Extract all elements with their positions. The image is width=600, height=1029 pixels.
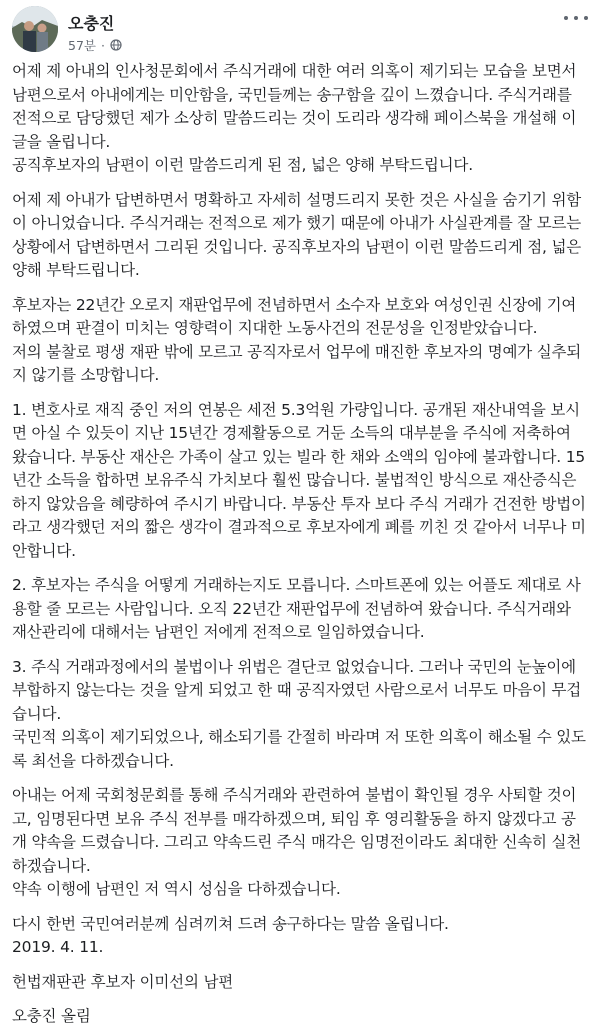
post-date: 2019. 4. 11. bbox=[12, 938, 104, 956]
post-body bbox=[12, 60, 588, 1029]
post-signature: 오충진 올림 bbox=[12, 1007, 91, 1025]
meta-separator: · bbox=[100, 37, 105, 53]
post-time[interactable]: 57분 bbox=[68, 38, 96, 53]
post-paragraph: 다시 한번 국민여러분께 심려끼쳐 드려 송구하다는 말씀 올립니다. bbox=[12, 914, 449, 933]
post-paragraph: 약속 이행에 남편인 저 역시 성심을 다하겠습니다. bbox=[12, 880, 341, 898]
post-paragraph: 헌법재판관 후보자 이미선의 남편 bbox=[12, 972, 234, 991]
post-paragraph: 2. 후보자는 주식을 어떻게 거래하는지도 모릅니다. 스마트폰에 있는 어플도 제대로 사용할 줄 모르는 사람입니다. 오직 22년간 재판업무에 전념하여 왔습니다. 주식거래와 재산관리에 대해서는 남편인 저에게 전적으로 일임하였습니다. bbox=[12, 576, 581, 641]
post-paragraph: 3. 주식 거래과정에서의 불법이나 위법은 결단코 없었습니다. 그러나 국민의 눈높이에 부합하지 않는다는 것을 알게 되었고 한 때 공직자였던 사람으로서 너무도 마음이 무겁습니다. bbox=[12, 657, 582, 723]
post-paragraph: 어제 제 아내의 인사청문회에서 주식거래에 대한 여러 의혹이 제기되는 모습을 보면서 남편으로서 아내에게는 미안함을, 국민들께는 송구함을 깊이 느꼈습니다. 주식거래를 전적으로 담당했던 제가 소상히 말씀드리는 것이 도리라 생각해 페이스북을 개설해 이 글을 올립니다. bbox=[12, 62, 582, 151]
avatar[interactable] bbox=[12, 6, 58, 52]
post-paragraph: 공직후보자의 남편이 이런 말씀드리게 된 점, 넓은 양해 부탁드립니다. bbox=[12, 156, 473, 174]
author-name[interactable]: 오충진 bbox=[68, 14, 115, 33]
profile-photo bbox=[12, 6, 58, 52]
post-paragraph: 어제 제 아내가 답변하면서 명확하고 자세히 설명드리지 못한 것은 사실을 숨기기 위함이 아니었습니다. 주식거래는 전적으로 제가 했기 때문에 아내가 사실관계를 잘 모르는 상황에서 답변하면서 그리된 것입니다. 공직후보자의 남편이 이런 말씀드리게 점, 넓은 양해 부탁드립니다. bbox=[12, 190, 586, 279]
post-paragraph: 1. 변호사로 재직 중인 저의 연봉은 세전 5.3억원 가량입니다. 공개된 재산내역을 보시면 아실 수 있듯이 지난 15년간 경제활동으로 거둔 소득의 대부분을 주식에 저축하여 왔습니다. 부동산 재산은 가족이 살고 있는 빌라 한 채와 소액의 임야에 불과합니다. 15년간 소득을 합하면 보유주식 가치보다 훨씬 많습니다. 불법적인 방식으로 재산증식은 하지 않았음을 혜량하여 주시기 바랍니다. 부동산 투자 보다 주식 거래가 건전한 방법이라고 생각했던 저의 짧은 생각이 결과적으로 후보자에게 폐를 끼친 것 같아서 너무나 미안합니다. bbox=[12, 400, 586, 560]
more-options-icon[interactable] bbox=[564, 10, 588, 26]
post-paragraph: 아내는 어제 국회청문회를 통해 주식거래와 관련하여 불법이 확인될 경우 사퇴할 것이고, 임명된다면 보유 주식 전부를 매각하겠으며, 퇴임 후 영리활동을 하지 않겠다고 공개 약속을 드렸습니다. 그리고 약속드린 주식 매각은 임명전이라도 최대한 신속히 실천하겠습니다. bbox=[12, 786, 582, 875]
post-paragraph: 국민적 의혹이 제기되었으나, 해소되기를 간절히 바라며 저 또한 의혹이 해소될 수 있도록 최선을 다하겠습니다. bbox=[12, 728, 586, 770]
post-meta bbox=[68, 36, 122, 54]
post-paragraph: 저의 불찰로 평생 재판 밖에 모르고 공직자로서 업무에 매진한 후보자의 명예가 실추되지 않기를 소망합니다. bbox=[12, 342, 582, 384]
post-paragraph: 후보자는 22년간 오로지 재판업무에 전념하면서 소수자 보호와 여성인권 신장에 기여하였으며 판결이 미치는 영향력이 지대한 노동사건의 전문성을 인정받았습니다. bbox=[12, 295, 577, 337]
globe-icon[interactable] bbox=[110, 39, 122, 51]
post-header bbox=[12, 6, 588, 54]
